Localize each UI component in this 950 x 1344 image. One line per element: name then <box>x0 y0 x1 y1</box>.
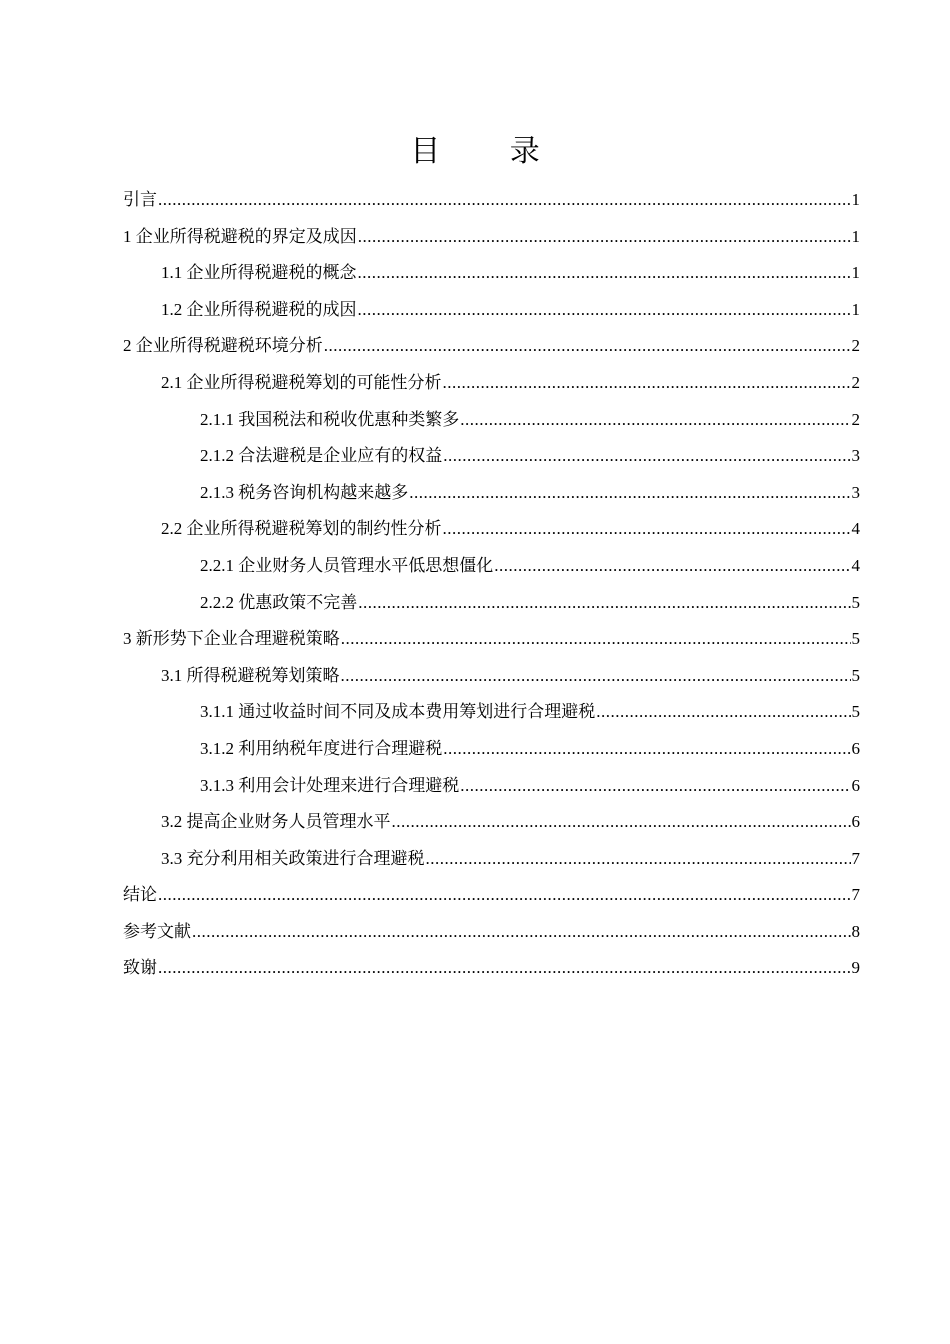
toc-entry-label: 参考文献 <box>123 921 191 941</box>
toc-dot-leader <box>158 182 851 219</box>
toc-entry-page: 2 <box>851 372 860 392</box>
toc-dot-leader <box>392 804 851 841</box>
toc-entry-page: 5 <box>851 629 860 649</box>
toc-entry-page: 7 <box>851 848 860 868</box>
toc-entry[interactable] <box>123 219 860 256</box>
toc-dot-leader <box>358 255 851 292</box>
toc-entry-label: 3.3 充分利用相关政策进行合理避税 <box>161 848 425 868</box>
toc-entry-label: 2.1.2 合法避税是企业应有的权益 <box>200 446 443 466</box>
toc-entry[interactable] <box>123 841 860 878</box>
toc-entry[interactable] <box>123 804 860 841</box>
toc-entry[interactable] <box>123 255 860 292</box>
toc-entry-label: 结论 <box>123 885 157 905</box>
toc-entry-page: 8 <box>851 921 860 941</box>
toc-dot-leader <box>443 438 850 475</box>
toc-dot-leader <box>443 731 850 768</box>
toc-entry[interactable] <box>123 182 860 219</box>
toc-entry-page: 3 <box>851 482 860 502</box>
toc-entry-page: 1 <box>851 190 860 209</box>
toc-entry-page: 1 <box>851 263 860 283</box>
toc-entry-page: 2 <box>851 409 860 429</box>
toc-dot-leader <box>409 475 850 512</box>
toc-dot-leader <box>192 914 851 951</box>
toc-entry-label: 2.1.1 我国税法和税收优惠种类繁多 <box>200 409 460 429</box>
toc-entry[interactable] <box>123 328 860 365</box>
toc-entry[interactable] <box>123 365 860 402</box>
toc-entry[interactable] <box>123 731 860 768</box>
toc-entry[interactable] <box>123 585 860 622</box>
toc-entry[interactable] <box>123 877 860 914</box>
toc-entry-label: 2.2.1 企业财务人员管理水平低思想僵化 <box>200 555 494 575</box>
toc-entry[interactable] <box>123 402 860 439</box>
toc-dot-leader <box>460 402 850 439</box>
toc-entry-page: 7 <box>851 885 860 905</box>
toc-entry[interactable] <box>123 768 860 805</box>
toc-entry-label: 2.1 企业所得税避税筹划的可能性分析 <box>161 372 442 392</box>
toc-dot-leader <box>158 877 851 914</box>
toc-entry-label: 3 新形势下企业合理避税策略 <box>123 629 340 649</box>
toc-entry[interactable] <box>123 292 860 329</box>
toc-entry[interactable] <box>123 511 860 548</box>
toc-entry-page: 1 <box>851 299 860 319</box>
toc-entry-page: 6 <box>851 738 860 758</box>
toc-entry-page: 6 <box>851 812 860 832</box>
toc-dot-leader <box>158 950 851 987</box>
toc-entry-label: 2 企业所得税避税环境分析 <box>123 336 323 356</box>
toc-entry-page: 2 <box>851 336 860 356</box>
toc-dot-leader <box>341 658 851 695</box>
toc-entry[interactable] <box>123 914 860 951</box>
toc-dot-leader <box>494 548 850 585</box>
toc-entry[interactable] <box>123 950 860 987</box>
toc-entry[interactable] <box>123 548 860 585</box>
toc-dot-leader <box>426 841 851 878</box>
toc-entry-label: 3.1.3 利用会计处理来进行合理避税 <box>200 775 460 795</box>
toc-entry[interactable] <box>123 658 860 695</box>
toc-dot-leader <box>460 768 850 805</box>
toc-dot-leader <box>443 511 851 548</box>
toc-entry-label: 引言 <box>123 190 157 209</box>
toc-entry-label: 3.1.1 通过收益时间不同及成本费用筹划进行合理避税 <box>200 702 596 722</box>
toc-dot-leader <box>358 292 851 329</box>
toc-entry-page: 3 <box>851 446 860 466</box>
toc-entry-label: 3.1.2 利用纳税年度进行合理避税 <box>200 738 443 758</box>
toc-dot-leader <box>341 621 851 658</box>
toc-entry-label: 3.1 所得税避税筹划策略 <box>161 665 340 685</box>
toc-entry-label: 1 企业所得税避税的界定及成因 <box>123 226 357 246</box>
toc-entry-label: 致谢 <box>123 958 157 978</box>
toc-entry-label: 2.2.2 优惠政策不完善 <box>200 592 358 612</box>
toc-entry[interactable] <box>123 621 860 658</box>
toc-list <box>123 182 860 987</box>
toc-dot-leader <box>358 219 851 256</box>
toc-entry-page: 4 <box>851 555 860 575</box>
toc-entry[interactable] <box>123 694 860 731</box>
toc-entry-page: 1 <box>851 226 860 246</box>
toc-entry-label: 2.1.3 税务咨询机构越来越多 <box>200 482 409 502</box>
toc-entry[interactable] <box>123 475 860 512</box>
toc-entry-page: 9 <box>851 958 860 978</box>
toc-entry-page: 5 <box>851 665 860 685</box>
toc-entry[interactable] <box>123 438 860 475</box>
toc-title: 目 录 <box>410 134 570 169</box>
toc-entry-page: 6 <box>851 775 860 795</box>
toc-entry-label: 1.1 企业所得税避税的概念 <box>161 263 357 283</box>
toc-entry-page: 5 <box>851 702 860 722</box>
toc-dot-leader <box>443 365 851 402</box>
toc-entry-label: 2.2 企业所得税避税筹划的制约性分析 <box>161 519 442 539</box>
toc-dot-leader <box>324 328 851 365</box>
toc-entry-label: 1.2 企业所得税避税的成因 <box>161 299 357 319</box>
toc-entry-page: 4 <box>851 519 860 539</box>
toc-dot-leader <box>358 585 850 622</box>
toc-entry-page: 5 <box>851 592 860 612</box>
toc-dot-leader <box>596 694 850 731</box>
toc-entry-label: 3.2 提高企业财务人员管理水平 <box>161 812 391 832</box>
